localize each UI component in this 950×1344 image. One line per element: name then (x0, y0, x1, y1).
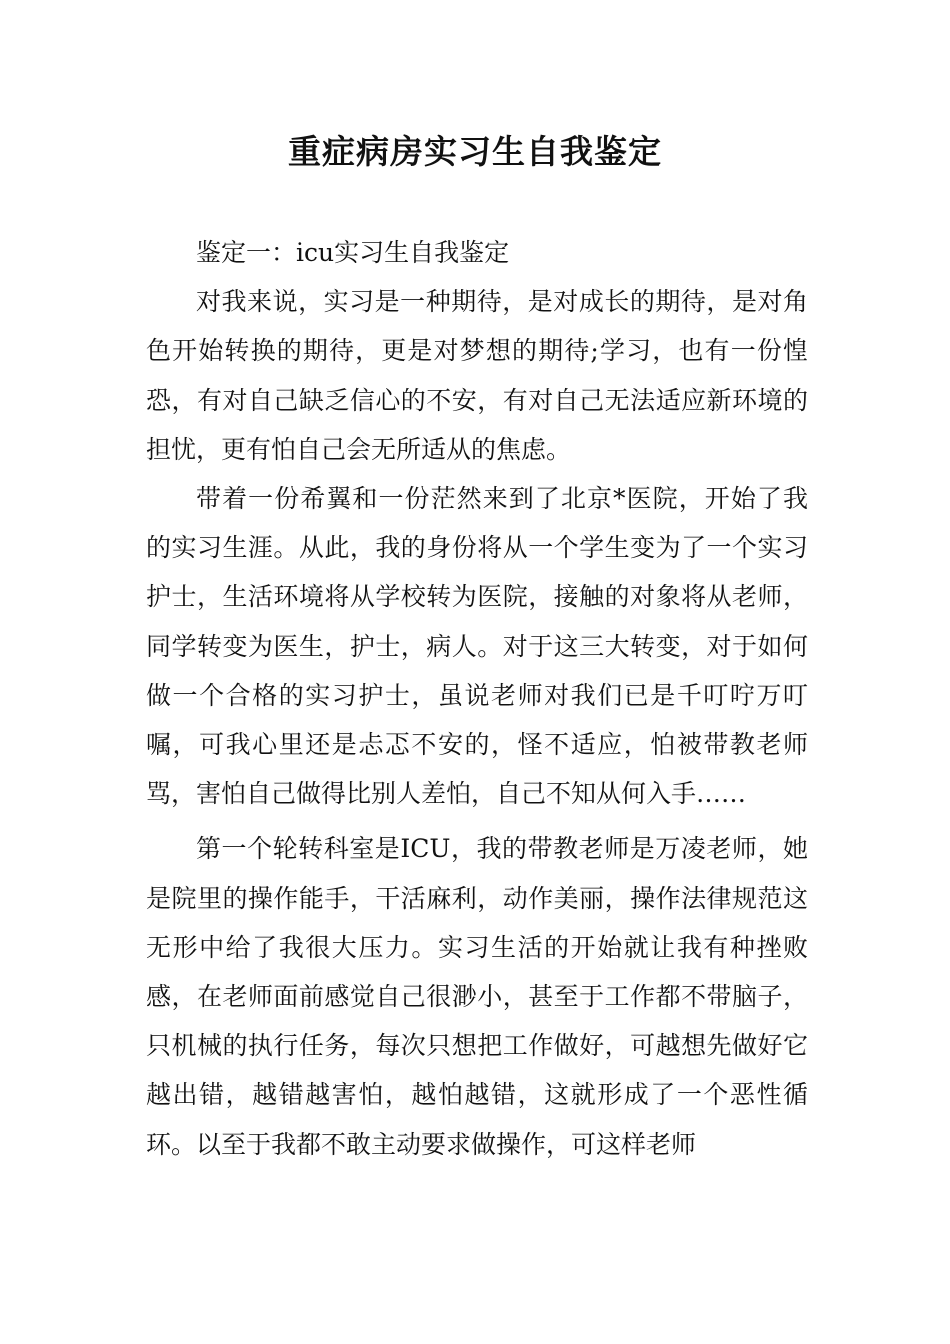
body-paragraph: 对我来说，实习是一种期待，是对成长的期待，是对角色开始转换的期待，更是对梦想的期待;学习，也有一份惶恐，有对自己缺乏信心的不安，有对自己无法适应新环境的担忧，更有怕自己会无所适从的焦虑。 (146, 287, 808, 464)
body-paragraph: 带着一份希翼和一份茫然来到了北京*医院，开始了我的实习生涯。从此，我的身份将从一个学生变为了一个实习护士，生活环境将从学校转为医院，接触的对象将从老师，同学转变为医生，护士，病人。对于这三大转变，对于如何做一个合格的实习护士，虽说老师对我们已是千叮咛万叮嘱，可我心里还是忐忑不安的，怪不适应，怕被带教老师骂，害怕自己做得比别人差怕，自己不知从何入手…… (146, 484, 808, 809)
document-body (146, 228, 808, 1169)
document-title: 重症病房实习生自我鉴定 (288, 132, 662, 171)
body-paragraph: 第一个轮转科室是ICU，我的带教老师是万凌老师，她是院里的操作能手，干活麻利，动作美丽，操作法律规范这无形中给了我很大压力。实习生活的开始就让我有种挫败感，在老师面前感觉自己很渺小，甚至于工作都不带脑子，只机械的执行任务，每次只想把工作做好，可越想先做好它越出错，越错越害怕，越怕越错，这就形成了一个恶性循环。以至于我都不敢主动要求做操作，可这样老师 (146, 834, 808, 1159)
section-heading: 鉴定一：icu实习生自我鉴定 (196, 238, 510, 267)
